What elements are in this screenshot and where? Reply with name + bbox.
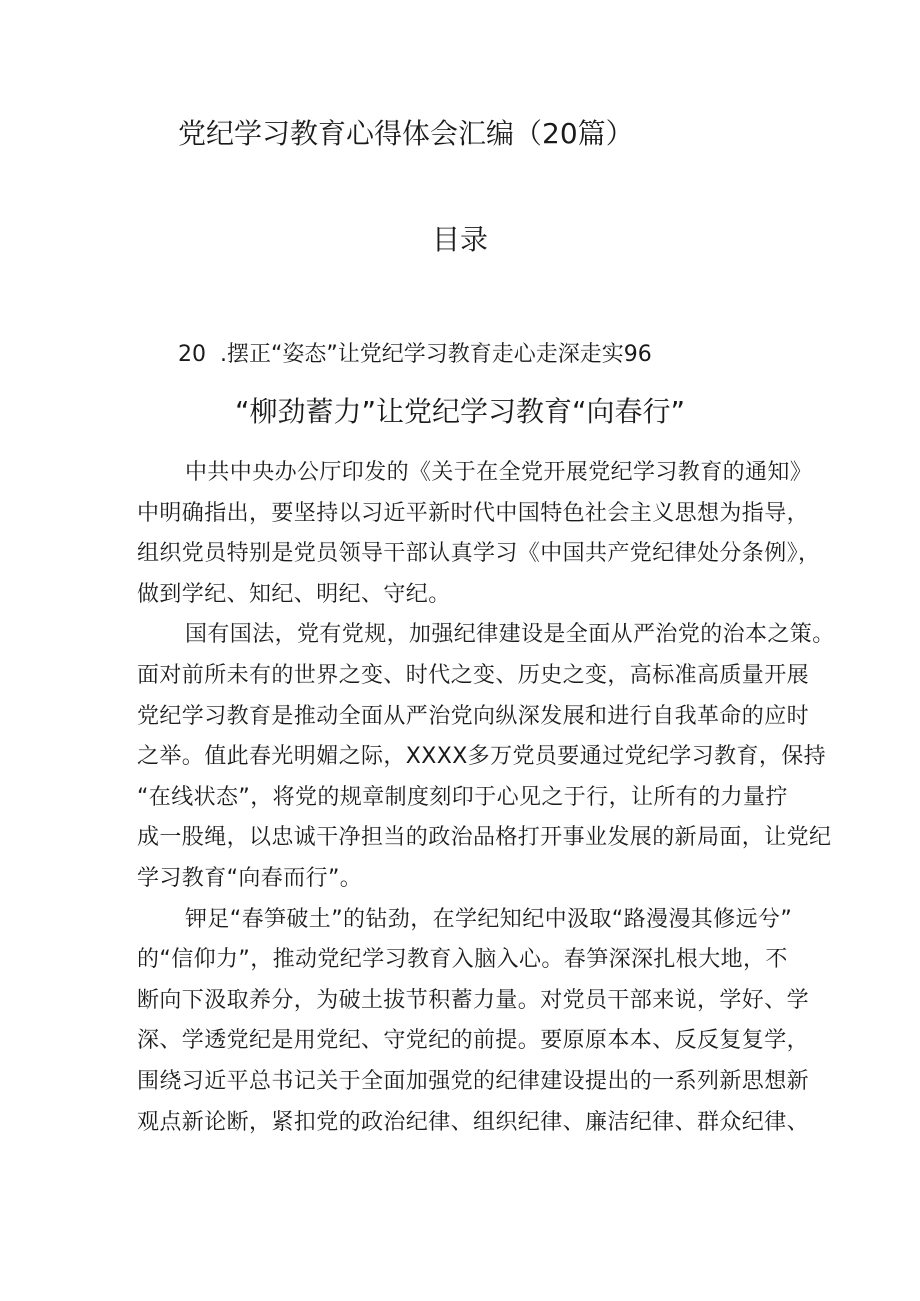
toc-entry-text: .摆正“姿态”让党纪学习教育走心走深走实96	[220, 342, 652, 367]
paragraph-line: 成一股绳，以忠诚干净担当的政治品格打开事业发展的新局面，让党纪	[137, 825, 832, 851]
paragraph-line: 之举。值此春光明媚之际，XXXX多万党员要通过党纪学习教育，保持	[137, 744, 827, 770]
paragraph-line: 的“信仰力”，推动党纪学习教育入脑入心。春笋深深扎根大地，不	[137, 947, 788, 973]
paragraph-line: 断向下汲取养分，为破土拔节积蓄力量。对党员干部来说，学好、学	[137, 987, 810, 1013]
paragraph-1	[137, 453, 821, 615]
paragraph-line: 做到学纪、知纪、明纪、守纪。	[137, 581, 451, 607]
paragraph-line: 中明确指出，要坚持以习近平新时代中国特色社会主义思想为指导，	[137, 500, 810, 526]
paragraph-line: 组织党员特别是党员领导干部认真学习《中国共产党纪律处分条例》，	[137, 541, 821, 567]
paragraph-line: 深、学透党纪是用党纪、守党纪的前提。要原原本本、反反复复学，	[137, 1028, 810, 1054]
paragraph-line: 国有国法，党有党规，加强纪律建设是全面从严治党的治本之策。	[185, 622, 835, 648]
article-body	[137, 453, 835, 1143]
paragraph-line: 观点新论断，紧扣党的政治纪律、组织纪律、廉洁纪律、群众纪律、	[137, 1109, 810, 1135]
paragraph-2	[137, 615, 835, 899]
paragraph-line: 中共中央办公厅印发的《关于在全党开展党纪学习教育的通知》	[185, 460, 813, 485]
paragraph-line: 面对前所未有的世界之变、时代之变、历史之变，高标准高质量开展	[137, 662, 810, 688]
document-title: 党纪学习教育心得体会汇编（20篇）	[178, 117, 634, 150]
toc-entry[interactable]	[178, 338, 652, 372]
paragraph-line: 党纪学习教育是推动全面从严治党向纵深发展和进行自我革命的应时	[137, 703, 810, 729]
paragraph-3	[137, 900, 810, 1144]
paragraph-line: 围绕习近平总书记关于全面加强党的纪律建设提出的一系列新思想新	[137, 1068, 810, 1094]
paragraph-line: 学习教育“向春而行”。	[137, 865, 363, 891]
toc-entry-number: 20	[178, 342, 206, 367]
toc-heading: 目录	[431, 223, 488, 256]
paragraph-line: “在线状态”，将党的规章制度刻印于心见之于行，让所有的力量拧	[137, 784, 788, 810]
article-title: “柳劲蓄力”让党纪学习教育“向春行”	[234, 395, 686, 428]
paragraph-line: 钾足“春笋破土”的钻劲，在学纪知纪中汲取“路漫漫其修远兮”	[185, 906, 793, 932]
